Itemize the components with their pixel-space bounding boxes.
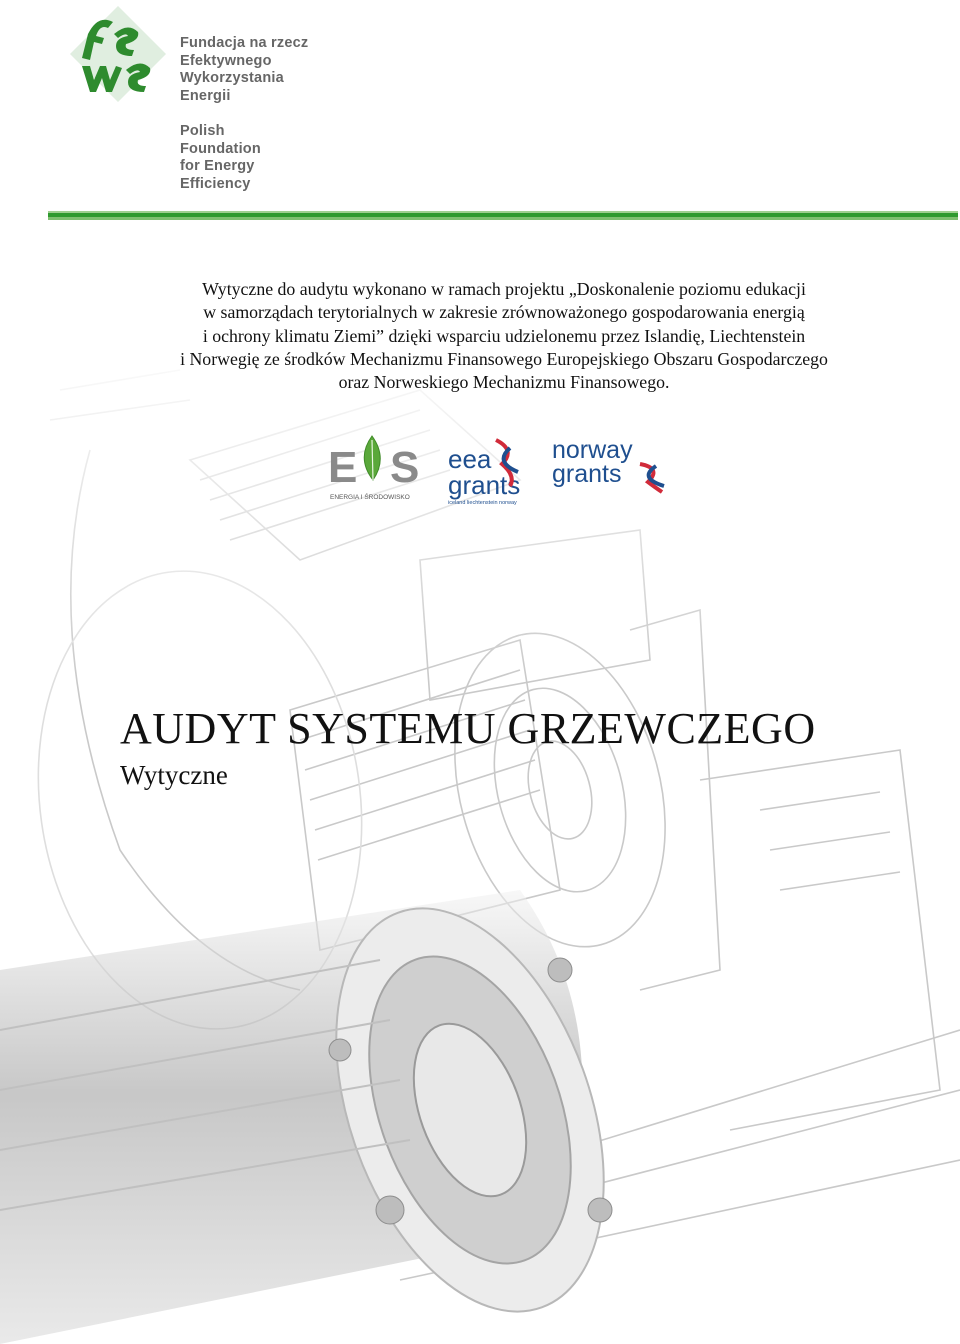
intro-line: i Norwegię ze środków Mechanizmu Finansowego Europejskiego Obszaru Gospodarczego [180, 348, 828, 369]
intro-line: i ochrony klimatu Ziemi” dzięki wsparciu udzielonemu przez Islandię, Liechtenstein [202, 325, 806, 346]
eea-grants-logo [448, 440, 520, 506]
eis-caption: ENERGIA I ŚRODOWISKO [330, 494, 410, 501]
title-block [120, 701, 816, 791]
intro-line: oraz Norweskiego Mechanizmu Finansowego. [338, 372, 670, 393]
logo-line: Polish [180, 123, 225, 139]
grants-text: grants [448, 470, 521, 500]
eea-caption: iceland liechtenstein norway [448, 500, 517, 506]
header-divider [48, 211, 958, 220]
logo-line: Energii [180, 87, 231, 104]
norway-grants-logo [552, 436, 664, 492]
logo-text-polish [180, 35, 308, 105]
document-title: AUDYT SYSTEMU GRZEWCZEGO [120, 704, 816, 753]
fewe-logo-mark [68, 4, 168, 104]
fewe-logo [64, 0, 324, 196]
svg-text:E: E [328, 443, 358, 492]
logo-line: for Energy [180, 158, 255, 174]
logo-text-english [180, 123, 261, 193]
intro-line: w samorządach terytorialnych w zakresie zrównoważonego gospodarowania energią [203, 302, 805, 323]
logo-line: Fundacja na rzecz [180, 35, 309, 51]
document-subtitle: Wytyczne [120, 760, 228, 790]
grants-text: grants [552, 460, 622, 488]
logo-line: Foundation [180, 140, 261, 157]
intro-line: Wytyczne do audytu wykonano w ramach projektu „Doskonalenie poziomu edukacji [202, 279, 806, 299]
logo-line: Efficiency [180, 175, 251, 192]
logo-line: Wykorzystania [180, 70, 284, 86]
logo-line: Efektywnego [180, 52, 272, 69]
svg-text:S: S [390, 443, 420, 492]
intro-paragraph [120, 278, 888, 394]
eis-logo [328, 436, 419, 501]
eea-text: eea [448, 444, 492, 474]
partner-logos [326, 428, 671, 510]
norway-text: norway [552, 436, 633, 464]
